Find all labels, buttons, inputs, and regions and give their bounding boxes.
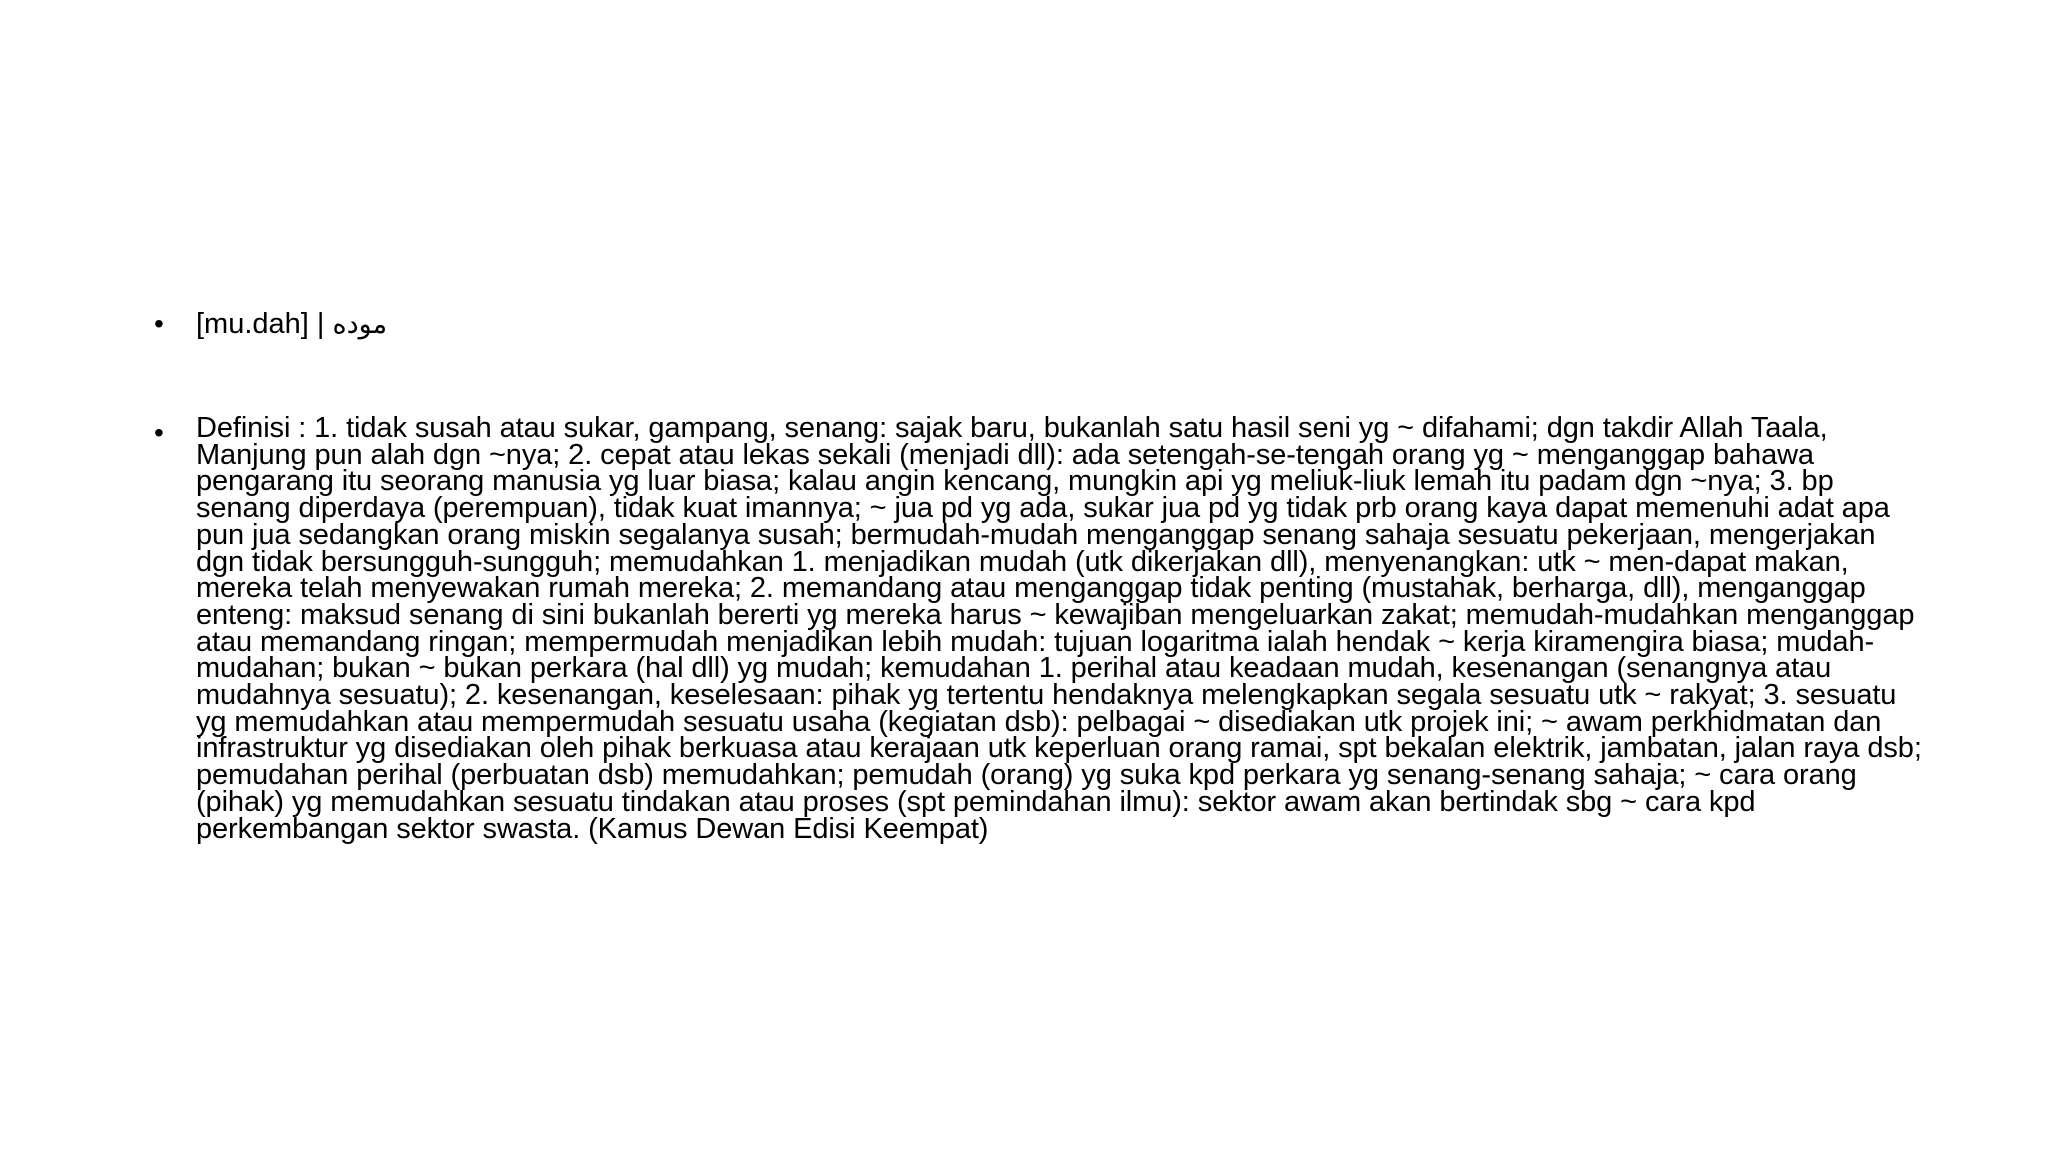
bullet-icon: • [154, 308, 164, 339]
bullet-icon: • [154, 417, 164, 448]
bullet-item-definition [148, 412, 1928, 845]
headword-separator: | [316, 308, 325, 340]
headword-jawi: موده [332, 309, 388, 340]
headword-pronunciation: [mu.dah] [196, 308, 309, 340]
definition-text: Definisi : 1. tidak susah atau sukar, gampang, senang: sajak baru, bukanlah satu hasil seni yg ~ difahami; dgn takdir Allah Taala, Manjung pun alah dgn ~nya; 2. cepat atau lekas sekali (menjadi dll): ada setengah-se-tengah orang yg ~ menganggap bahawa pengarang itu seorang manusia yg luar biasa; kalau angin kencang, mungkin api yg meliuk-liuk lemah itu padam dgn ~nya; 3. bp senang diperdaya (perempuan), tidak kuat imannya; ~ jua pd yg ada, sukar jua pd yg tidak prb orang kaya dapat memenuhi adat apa pun jua sedangkan orang miskin segalanya susah; bermudah-mudah menganggap senang sahaja sesuatu pekerjaan, mengerjakan dgn tidak bersungguh-sungguh; memudahkan 1. menjadikan mudah (utk dikerjakan dll), menyenangkan: utk ~ men-dapat makan, mereka telah menyewakan rumah mereka; 2. memandang atau menganggap tidak penting (mustahak, berharga, dll), menganggap enteng: maksud senang di sini bukanlah bererti yg mereka harus ~ kewajiban mengeluarkan zakat; memudah-mudahkan menganggap atau memandang ringan; mempermudah menjadikan lebih mudah: tujuan logaritma ialah hendak ~ kerja kiramengira biasa; mudah-mudahan; bukan ~ bukan perkara (hal dll) yg mudah; kemudahan 1. perihal atau keadaan mudah, kesenangan (senangnya atau mudahnya sesuatu); 2. kesenangan, keselesaan: pihak yg tertentu hendaknya melengkapkan segala sesuatu utk ~ rakyat; 3. sesuatu yg memudahkan atau mempermudah sesuatu usaha (kegiatan dsb): pelbagai ~ disediakan utk projek ini; ~ awam perkhidmatan dan infrastruktur yg disediakan oleh pihak berkuasa atau kerajaan utk keperluan orang ramai, spt bekalan elektrik, jambatan, jalan raya dsb; pemudahan perihal (perbuatan dsb) memudahkan; pemudah (orang) yg suka kpd perkara yg senang-senang sahaja; ~ cara orang (pihak) yg memudahkan sesuatu tindakan atau proses (spt pemindahan ilmu): sektor awam akan bertindak sbg ~ cara kpd perkembangan sektor swasta. (Kamus Dewan Edisi Keempat) [196, 412, 1922, 845]
bullet-item-headword [148, 306, 1928, 343]
bullet-list [148, 306, 1928, 845]
